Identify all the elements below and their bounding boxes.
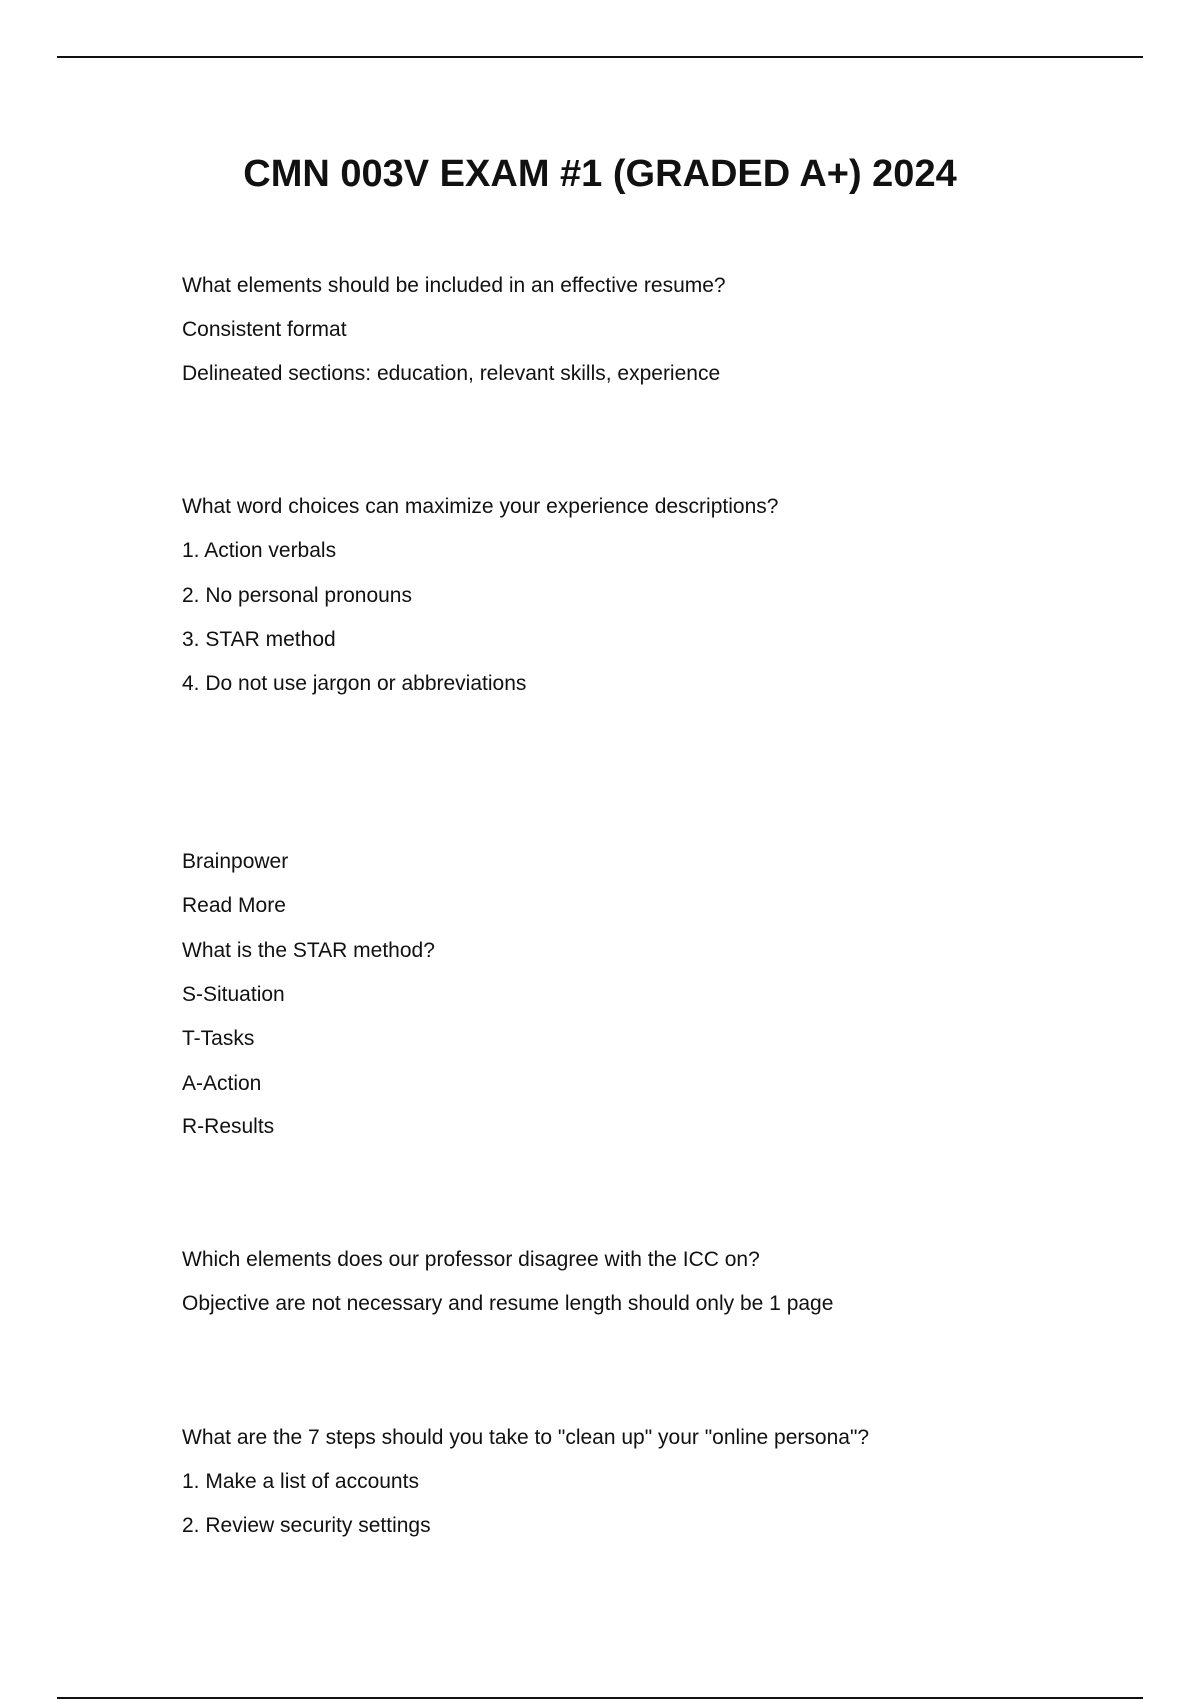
answer-line: T-Tasks bbox=[182, 1027, 255, 1050]
answer-line: R-Results bbox=[182, 1115, 275, 1138]
answer-line: 4. Do not use jargon or abbreviations bbox=[182, 672, 527, 695]
answer-line: Delineated sections: education, relevant skills, experience bbox=[182, 362, 721, 385]
document-title-text: CMN 003V EXAM #1 (GRADED A+) 2024 bbox=[243, 153, 957, 195]
question-professor-disagree: Which elements does our professor disagree with the ICC on? bbox=[182, 1248, 760, 1271]
footer-rule bbox=[57, 1697, 1143, 1699]
document-title bbox=[0, 148, 1200, 200]
question-online-persona: What are the 7 steps should you take to "clean up" your "online persona"? bbox=[182, 1426, 870, 1449]
header-rule bbox=[57, 56, 1143, 58]
answer-line: 3. STAR method bbox=[182, 628, 336, 651]
read-more-link[interactable]: Read More bbox=[182, 894, 286, 917]
answer-line: 2. No personal pronouns bbox=[182, 584, 412, 607]
answer-line: 2. Review security settings bbox=[182, 1514, 431, 1537]
answer-line: 1. Make a list of accounts bbox=[182, 1470, 419, 1493]
question-word-choices: What word choices can maximize your experience descriptions? bbox=[182, 495, 779, 518]
answer-line: A-Action bbox=[182, 1072, 262, 1095]
answer-line: Objective are not necessary and resume length should only be 1 page bbox=[182, 1292, 834, 1315]
answer-line: Consistent format bbox=[182, 318, 347, 341]
question-star-method: What is the STAR method? bbox=[182, 939, 435, 962]
question-resume-elements: What elements should be included in an effective resume? bbox=[182, 274, 726, 297]
answer-line: 1. Action verbals bbox=[182, 539, 337, 562]
answer-line: S-Situation bbox=[182, 983, 285, 1006]
brainpower-label: Brainpower bbox=[182, 850, 289, 873]
